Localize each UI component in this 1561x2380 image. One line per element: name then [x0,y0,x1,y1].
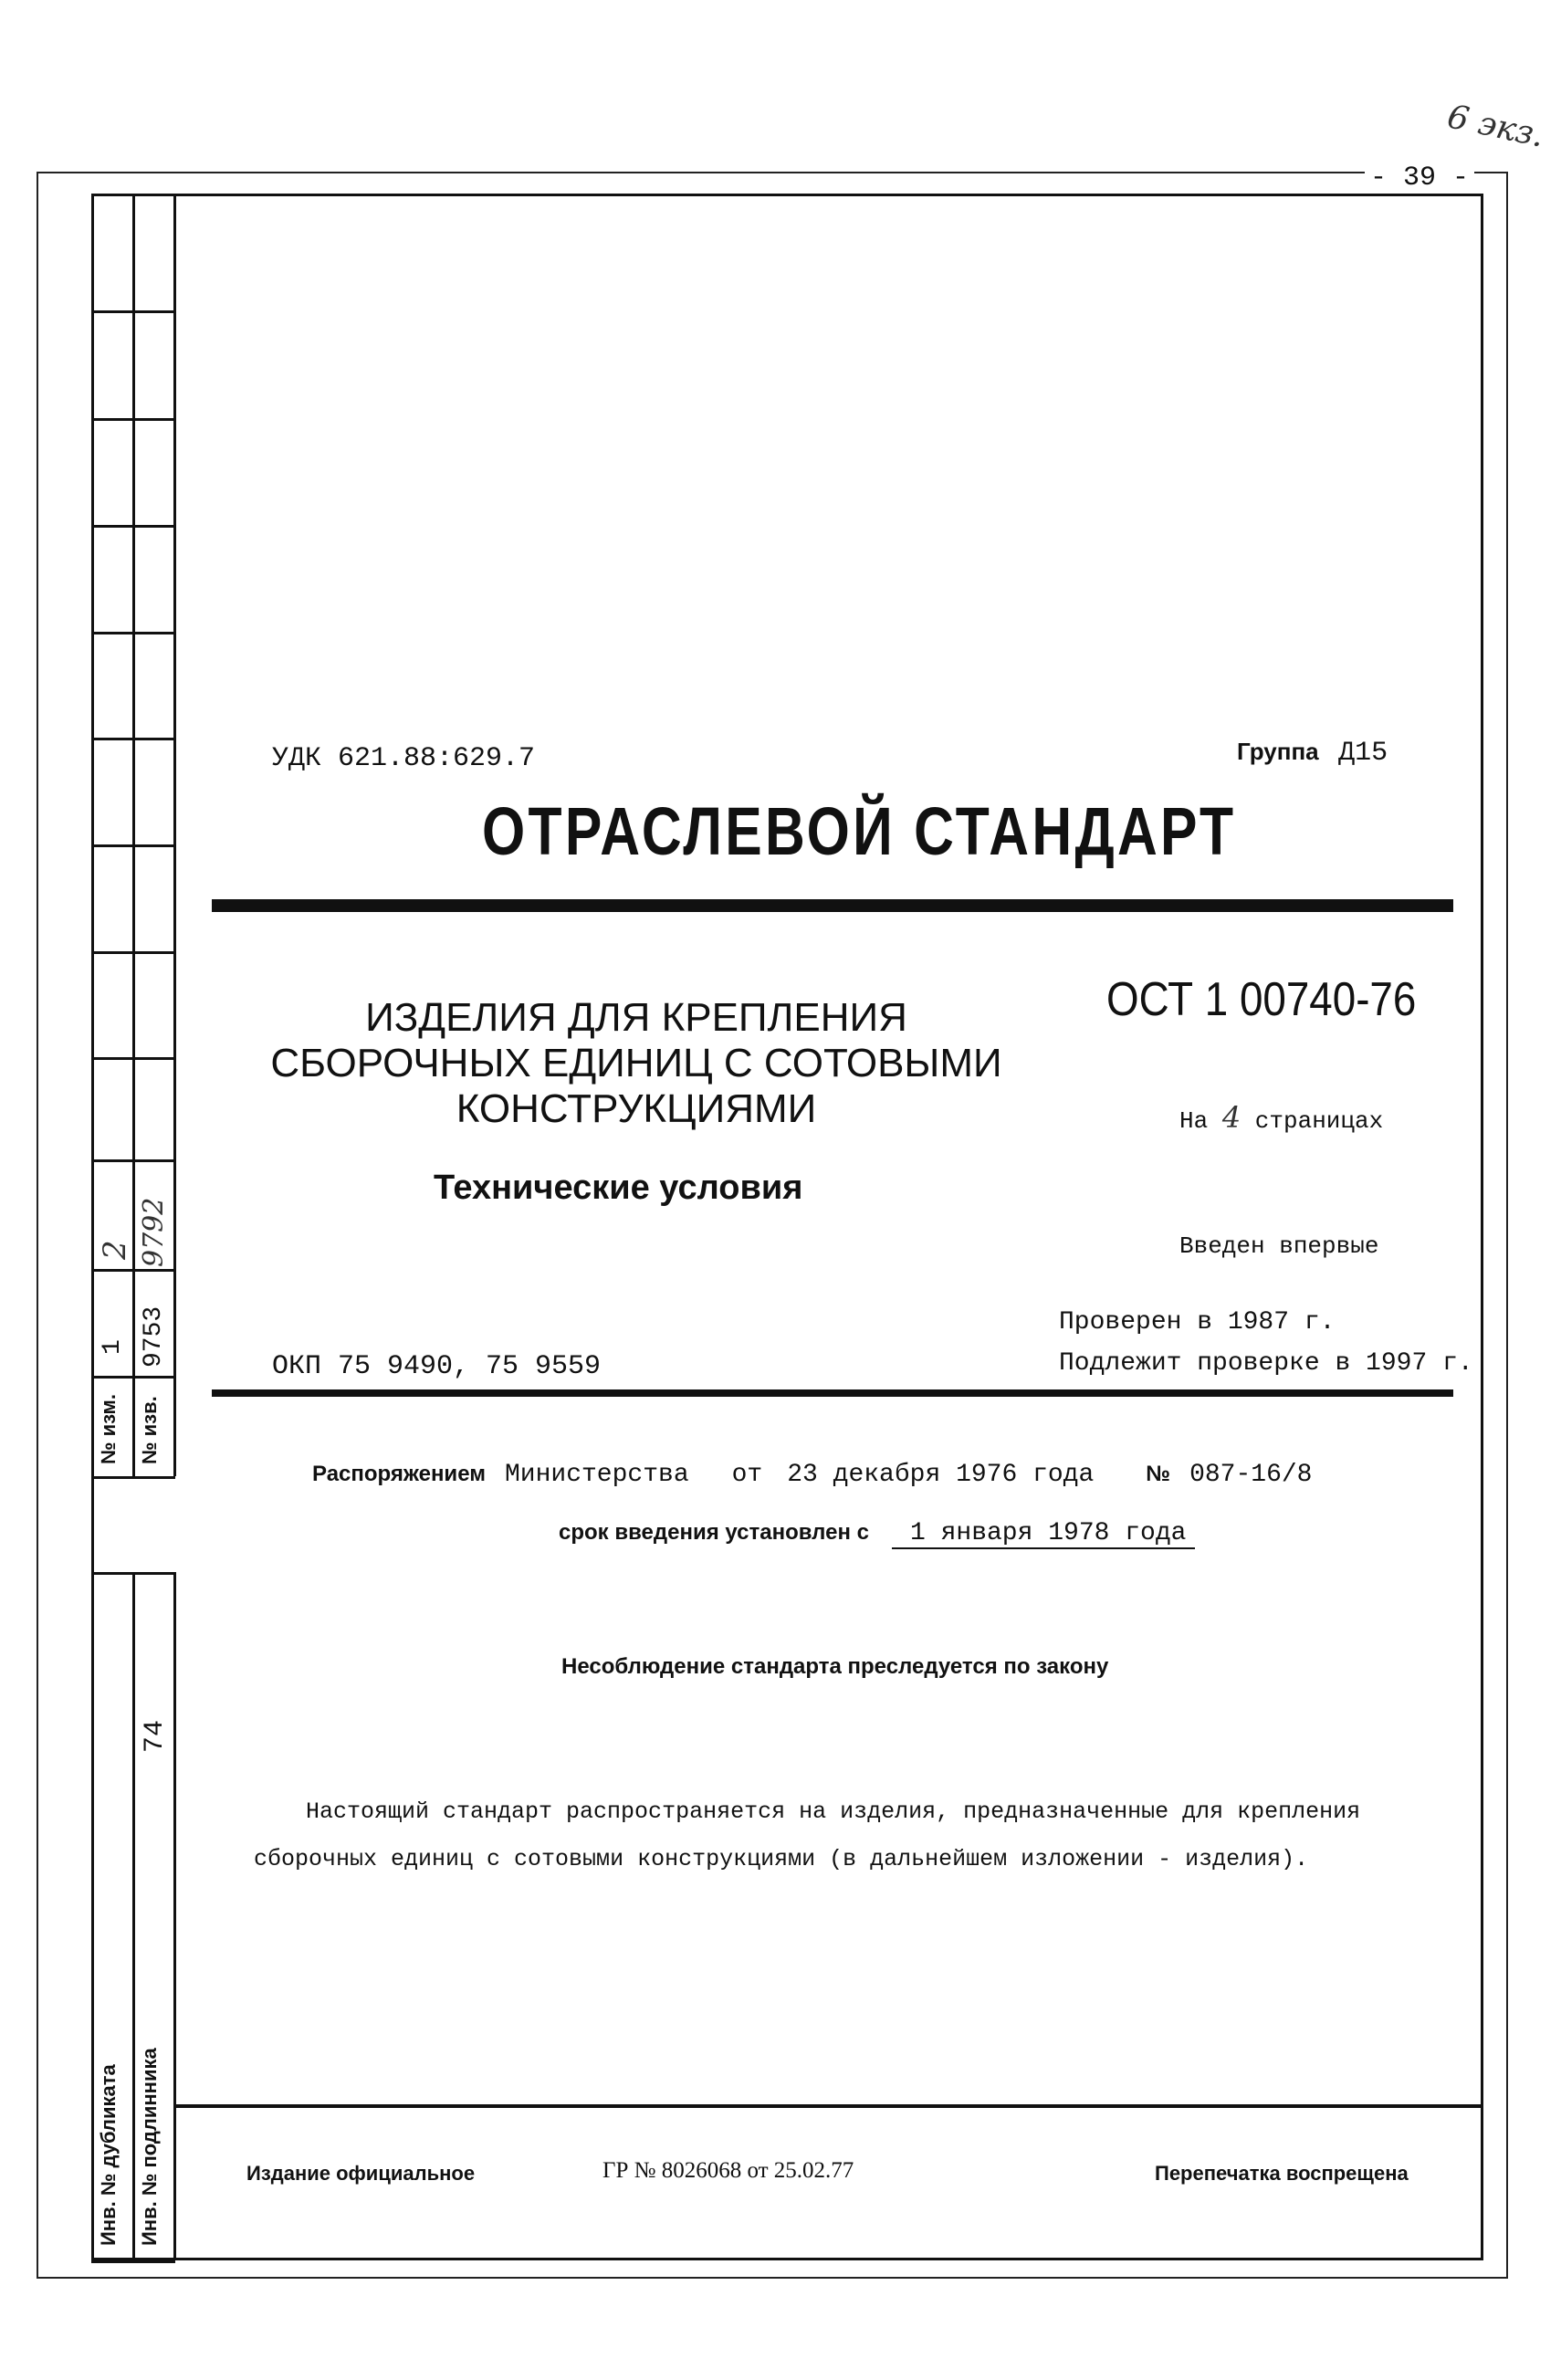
label-duplicate-inventory: Инв. № дубликата [97,2064,120,2246]
udk-code: УДК 621.88:629.7 [272,743,536,774]
order-no-label: № [1146,1462,1171,1486]
order-date: 23 декабря 1976 года [787,1461,1095,1489]
document-title-line-2: СБОРОЧНЫХ ЕДИНИЦ С СОТОВЫМИ [270,1041,1002,1085]
effective-label: срок введения установлен с [559,1520,869,1545]
notice-no-1: 9753 [140,1305,168,1368]
label-notice-no: № изв. [138,1396,161,1464]
checked-note: Проверен в 1987 г. [1059,1308,1336,1337]
document-subtitle: Технические условия [434,1169,803,1207]
footer-rule [173,2104,1483,2108]
change-no-2-handwritten: 2 [97,1240,133,1260]
document-title-line-3: КОНСТРУКЦИЯМИ [456,1086,817,1131]
document-title-line-1: ИЗДЕЛИЯ ДЛЯ КРЕПЛЕНИЯ [365,995,907,1040]
introduced-note: Введен впервые [1179,1232,1379,1260]
label-change-no: № изм. [97,1394,120,1464]
label-original-inventory: Инв. № подлинника [138,2048,161,2246]
group-label: Группа [1237,738,1319,765]
standard-number: ОСТ 1 00740-76 [1106,973,1417,1026]
header-rule [212,899,1453,912]
pages-count-handwritten: 4 [1221,1100,1241,1135]
inner-frame [91,194,1483,2260]
pages-line [1179,1100,1383,1135]
original-inventory-value: 74 [140,1719,171,1753]
group-value: Д15 [1338,738,1388,769]
pages-suffix: страницах [1254,1107,1384,1135]
change-no-1: 1 [99,1339,127,1355]
order-line [312,1459,1312,1489]
effective-line [559,1517,1195,1549]
okp-codes: ОКП 75 9490, 75 9559 [272,1351,602,1382]
notice-no-2-handwritten: 9792 [138,1197,170,1267]
order-from: от [731,1461,763,1489]
document-title [230,995,1042,1132]
order-label: Распоряжением [312,1462,486,1486]
footer-reprint-prohibited: Перепечатка воспрещена [1155,2162,1409,2185]
footer-official-edition: Издание официальное [246,2162,476,2185]
header-title: ОТРАСЛЕВОЙ СТАНДАРТ [482,793,1237,869]
scope-line-2: сборочных единиц с сотовыми конструкциями (в дальнейшем изложении - изделия). [254,1846,1309,1872]
effective-date: 1 января 1978 года [892,1519,1195,1549]
second-rule [212,1389,1453,1397]
scope-line-1: Настоящий стандарт распространяется на изделия, предназначенные для крепления [306,1798,1361,1825]
udk-line [272,741,535,774]
next-check-note: Подлежит проверке в 1997 г. [1059,1349,1473,1378]
law-notice: Несоблюдение стандарта преследуется по закону [561,1654,1109,1679]
order-body: Министерства [504,1461,689,1489]
order-number: 087-16/8 [1189,1461,1313,1489]
pages-prefix: На [1179,1107,1209,1135]
group-line [1237,736,1388,769]
handwritten-copies-note: 6 экз. [1443,98,1548,155]
page-number: - 39 - [1365,163,1474,194]
footer-registration: ГР № 8026068 от 25.02.77 [602,2158,854,2183]
